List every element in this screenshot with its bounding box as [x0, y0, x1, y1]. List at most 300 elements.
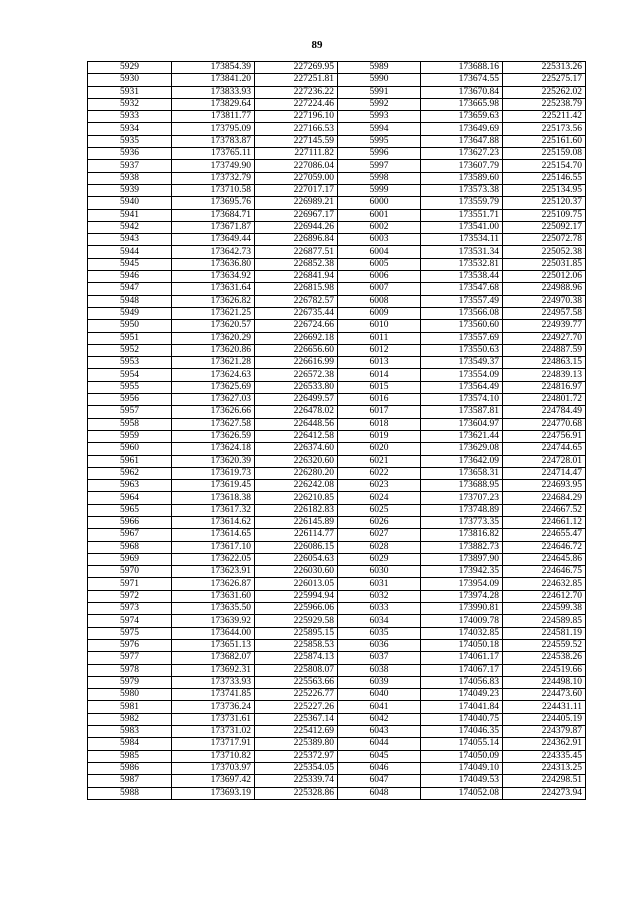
point-number-cell: 6038 [338, 664, 421, 676]
x-coordinate-cell: 173749.90 [172, 160, 255, 172]
table-row [88, 455, 586, 467]
x-coordinate-cell: 173682.07 [172, 652, 255, 664]
x-coordinate-cell: 173547.68 [421, 283, 503, 295]
table-row [88, 516, 586, 528]
y-coordinate-cell: 226852.38 [255, 258, 338, 270]
point-number-cell: 5941 [88, 209, 172, 221]
point-number-cell: 5994 [338, 123, 421, 135]
point-number-cell: 5990 [338, 74, 421, 86]
y-coordinate-cell: 225211.42 [503, 111, 586, 123]
x-coordinate-cell: 173841.20 [172, 74, 255, 86]
y-coordinate-cell: 224839.13 [503, 369, 586, 381]
y-coordinate-cell: 225994.94 [255, 590, 338, 602]
y-coordinate-cell: 224559.52 [503, 639, 586, 651]
point-number-cell: 6042 [338, 713, 421, 725]
y-coordinate-cell: 226735.44 [255, 307, 338, 319]
y-coordinate-cell: 226989.21 [255, 197, 338, 209]
y-coordinate-cell: 226013.05 [255, 578, 338, 590]
table-row [88, 443, 586, 455]
table-row [88, 762, 586, 774]
x-coordinate-cell: 173554.09 [421, 369, 503, 381]
point-number-cell: 5985 [88, 750, 172, 762]
x-coordinate-cell: 173614.65 [172, 529, 255, 541]
table-row [88, 357, 586, 369]
x-coordinate-cell: 173636.80 [172, 258, 255, 270]
table-row [88, 713, 586, 725]
x-coordinate-cell: 173623.91 [172, 566, 255, 578]
x-coordinate-cell: 173710.58 [172, 184, 255, 196]
point-number-cell: 5955 [88, 381, 172, 393]
x-coordinate-cell: 173854.39 [172, 62, 255, 74]
point-number-cell: 5991 [338, 86, 421, 98]
y-coordinate-cell: 226572.38 [255, 369, 338, 381]
point-number-cell: 6002 [338, 221, 421, 233]
y-coordinate-cell: 226086.15 [255, 541, 338, 553]
point-number-cell: 6029 [338, 553, 421, 565]
point-number-cell: 5981 [88, 701, 172, 713]
table-row [88, 726, 586, 738]
x-coordinate-cell: 173954.09 [421, 578, 503, 590]
y-coordinate-cell: 224988.96 [503, 283, 586, 295]
point-number-cell: 6040 [338, 689, 421, 701]
x-coordinate-cell: 173627.03 [172, 394, 255, 406]
y-coordinate-cell: 226374.60 [255, 443, 338, 455]
table-row [88, 418, 586, 430]
x-coordinate-cell: 173897.90 [421, 553, 503, 565]
point-number-cell: 5929 [88, 62, 172, 74]
point-number-cell: 5945 [88, 258, 172, 270]
point-number-cell: 5940 [88, 197, 172, 209]
point-number-cell: 6045 [338, 750, 421, 762]
table-row [88, 135, 586, 147]
y-coordinate-cell: 225328.86 [255, 787, 338, 799]
table-row [88, 566, 586, 578]
point-number-cell: 5947 [88, 283, 172, 295]
point-number-cell: 6001 [338, 209, 421, 221]
point-number-cell: 5954 [88, 369, 172, 381]
table-row [88, 467, 586, 479]
point-number-cell: 5989 [338, 62, 421, 74]
table-row [88, 652, 586, 664]
point-number-cell: 5950 [88, 320, 172, 332]
y-coordinate-cell: 225367.14 [255, 713, 338, 725]
x-coordinate-cell: 173573.38 [421, 184, 503, 196]
point-number-cell: 6046 [338, 762, 421, 774]
y-coordinate-cell: 225389.80 [255, 738, 338, 750]
y-coordinate-cell: 224784.49 [503, 406, 586, 418]
x-coordinate-cell: 173882.73 [421, 541, 503, 553]
table-row [88, 492, 586, 504]
point-number-cell: 6018 [338, 418, 421, 430]
y-coordinate-cell: 225159.08 [503, 148, 586, 160]
x-coordinate-cell: 173619.73 [172, 467, 255, 479]
y-coordinate-cell: 225092.17 [503, 221, 586, 233]
y-coordinate-cell: 227166.53 [255, 123, 338, 135]
y-coordinate-cell: 226054.63 [255, 553, 338, 565]
y-coordinate-cell: 224801.72 [503, 394, 586, 406]
y-coordinate-cell: 226320.60 [255, 455, 338, 467]
point-number-cell: 6037 [338, 652, 421, 664]
point-number-cell: 6020 [338, 443, 421, 455]
y-coordinate-cell: 224728.01 [503, 455, 586, 467]
point-number-cell: 6012 [338, 344, 421, 356]
x-coordinate-cell: 173622.05 [172, 553, 255, 565]
point-number-cell: 5971 [88, 578, 172, 590]
table-row [88, 775, 586, 787]
y-coordinate-cell: 224581.19 [503, 627, 586, 639]
x-coordinate-cell: 173531.34 [421, 246, 503, 258]
point-number-cell: 5978 [88, 664, 172, 676]
point-number-cell: 5987 [88, 775, 172, 787]
point-number-cell: 5949 [88, 307, 172, 319]
point-number-cell: 6028 [338, 541, 421, 553]
y-coordinate-cell: 226724.66 [255, 320, 338, 332]
y-coordinate-cell: 225238.79 [503, 98, 586, 110]
point-number-cell: 6016 [338, 394, 421, 406]
x-coordinate-cell: 173670.84 [421, 86, 503, 98]
point-number-cell: 5998 [338, 172, 421, 184]
table-row [88, 209, 586, 221]
point-number-cell: 5988 [88, 787, 172, 799]
table-row [88, 676, 586, 688]
x-coordinate-cell: 174049.53 [421, 775, 503, 787]
table-row [88, 332, 586, 344]
point-number-cell: 5997 [338, 160, 421, 172]
y-coordinate-cell: 224538.26 [503, 652, 586, 664]
point-number-cell: 6004 [338, 246, 421, 258]
y-coordinate-cell: 226242.08 [255, 480, 338, 492]
table-row [88, 750, 586, 762]
x-coordinate-cell: 173620.39 [172, 455, 255, 467]
y-coordinate-cell: 227111.82 [255, 148, 338, 160]
point-number-cell: 5961 [88, 455, 172, 467]
y-coordinate-cell: 227196.10 [255, 111, 338, 123]
y-coordinate-cell: 226896.84 [255, 234, 338, 246]
x-coordinate-cell: 174032.85 [421, 627, 503, 639]
point-number-cell: 5993 [338, 111, 421, 123]
table-row [88, 406, 586, 418]
point-number-cell: 6000 [338, 197, 421, 209]
y-coordinate-cell: 224887.59 [503, 344, 586, 356]
point-number-cell: 6032 [338, 590, 421, 602]
y-coordinate-cell: 226782.57 [255, 295, 338, 307]
point-number-cell: 5968 [88, 541, 172, 553]
y-coordinate-cell: 225874.13 [255, 652, 338, 664]
x-coordinate-cell: 173733.93 [172, 676, 255, 688]
x-coordinate-cell: 173783.87 [172, 135, 255, 147]
x-coordinate-cell: 173627.58 [172, 418, 255, 430]
x-coordinate-cell: 174067.17 [421, 664, 503, 676]
y-coordinate-cell: 225154.70 [503, 160, 586, 172]
table-row [88, 283, 586, 295]
x-coordinate-cell: 174049.23 [421, 689, 503, 701]
x-coordinate-cell: 173557.49 [421, 295, 503, 307]
x-coordinate-cell: 173614.62 [172, 516, 255, 528]
point-number-cell: 5937 [88, 160, 172, 172]
point-number-cell: 6022 [338, 467, 421, 479]
x-coordinate-cell: 173589.60 [421, 172, 503, 184]
point-number-cell: 5960 [88, 443, 172, 455]
point-number-cell: 5942 [88, 221, 172, 233]
y-coordinate-cell: 227269.95 [255, 62, 338, 74]
y-coordinate-cell: 225372.97 [255, 750, 338, 762]
table-row [88, 172, 586, 184]
x-coordinate-cell: 173659.63 [421, 111, 503, 123]
x-coordinate-cell: 173557.69 [421, 332, 503, 344]
x-coordinate-cell: 173674.55 [421, 74, 503, 86]
x-coordinate-cell: 173626.66 [172, 406, 255, 418]
y-coordinate-cell: 226815.98 [255, 283, 338, 295]
point-number-cell: 5932 [88, 98, 172, 110]
point-number-cell: 5931 [88, 86, 172, 98]
y-coordinate-cell: 226210.85 [255, 492, 338, 504]
y-coordinate-cell: 225966.06 [255, 603, 338, 615]
x-coordinate-cell: 173688.16 [421, 62, 503, 74]
coordinates-table-body [88, 62, 586, 800]
y-coordinate-cell: 227059.00 [255, 172, 338, 184]
point-number-cell: 6027 [338, 529, 421, 541]
table-row [88, 504, 586, 516]
table-row [88, 86, 586, 98]
x-coordinate-cell: 174049.10 [421, 762, 503, 774]
table-row [88, 258, 586, 270]
point-number-cell: 5995 [338, 135, 421, 147]
y-coordinate-cell: 226448.56 [255, 418, 338, 430]
x-coordinate-cell: 173647.88 [421, 135, 503, 147]
y-coordinate-cell: 225808.07 [255, 664, 338, 676]
y-coordinate-cell: 224646.75 [503, 566, 586, 578]
x-coordinate-cell: 173566.08 [421, 307, 503, 319]
x-coordinate-cell: 173549.37 [421, 357, 503, 369]
x-coordinate-cell: 173618.38 [172, 492, 255, 504]
x-coordinate-cell: 173617.32 [172, 504, 255, 516]
point-number-cell: 6007 [338, 283, 421, 295]
y-coordinate-cell: 224335.45 [503, 750, 586, 762]
x-coordinate-cell: 173551.71 [421, 209, 503, 221]
y-coordinate-cell: 225161.60 [503, 135, 586, 147]
y-coordinate-cell: 226182.83 [255, 504, 338, 516]
y-coordinate-cell: 225072.78 [503, 234, 586, 246]
y-coordinate-cell: 224298.51 [503, 775, 586, 787]
point-number-cell: 6011 [338, 332, 421, 344]
point-number-cell: 5964 [88, 492, 172, 504]
x-coordinate-cell: 173620.86 [172, 344, 255, 356]
y-coordinate-cell: 225275.17 [503, 74, 586, 86]
point-number-cell: 5986 [88, 762, 172, 774]
x-coordinate-cell: 173634.92 [172, 271, 255, 283]
table-row [88, 381, 586, 393]
y-coordinate-cell: 226114.77 [255, 529, 338, 541]
x-coordinate-cell: 173732.79 [172, 172, 255, 184]
y-coordinate-cell: 224714.47 [503, 467, 586, 479]
y-coordinate-cell: 225858.53 [255, 639, 338, 651]
point-number-cell: 5965 [88, 504, 172, 516]
y-coordinate-cell: 226478.02 [255, 406, 338, 418]
table-row [88, 320, 586, 332]
y-coordinate-cell: 224744.65 [503, 443, 586, 455]
x-coordinate-cell: 173626.82 [172, 295, 255, 307]
point-number-cell: 6036 [338, 639, 421, 651]
point-number-cell: 6006 [338, 271, 421, 283]
x-coordinate-cell: 173736.24 [172, 701, 255, 713]
x-coordinate-cell: 173773.35 [421, 516, 503, 528]
x-coordinate-cell: 173627.23 [421, 148, 503, 160]
x-coordinate-cell: 173697.42 [172, 775, 255, 787]
point-number-cell: 6035 [338, 627, 421, 639]
y-coordinate-cell: 224646.72 [503, 541, 586, 553]
y-coordinate-cell: 225134.95 [503, 184, 586, 196]
table-row [88, 74, 586, 86]
point-number-cell: 5953 [88, 357, 172, 369]
table-row [88, 344, 586, 356]
x-coordinate-cell: 173748.89 [421, 504, 503, 516]
table-row [88, 541, 586, 553]
x-coordinate-cell: 173731.02 [172, 726, 255, 738]
table-row [88, 787, 586, 799]
y-coordinate-cell: 224362.91 [503, 738, 586, 750]
table-row [88, 123, 586, 135]
table-row [88, 98, 586, 110]
table-row [88, 480, 586, 492]
point-number-cell: 5944 [88, 246, 172, 258]
x-coordinate-cell: 173684.71 [172, 209, 255, 221]
x-coordinate-cell: 173631.64 [172, 283, 255, 295]
y-coordinate-cell: 224405.19 [503, 713, 586, 725]
y-coordinate-cell: 224599.38 [503, 603, 586, 615]
x-coordinate-cell: 173642.09 [421, 455, 503, 467]
table-row [88, 701, 586, 713]
y-coordinate-cell: 225354.05 [255, 762, 338, 774]
x-coordinate-cell: 173644.00 [172, 627, 255, 639]
x-coordinate-cell: 173559.79 [421, 197, 503, 209]
y-coordinate-cell: 227086.04 [255, 160, 338, 172]
point-number-cell: 5975 [88, 627, 172, 639]
table-row [88, 627, 586, 639]
x-coordinate-cell: 173532.81 [421, 258, 503, 270]
y-coordinate-cell: 226656.60 [255, 344, 338, 356]
y-coordinate-cell: 224612.70 [503, 590, 586, 602]
y-coordinate-cell: 226967.17 [255, 209, 338, 221]
x-coordinate-cell: 173688.95 [421, 480, 503, 492]
point-number-cell: 6003 [338, 234, 421, 246]
x-coordinate-cell: 173621.25 [172, 307, 255, 319]
x-coordinate-cell: 173695.76 [172, 197, 255, 209]
x-coordinate-cell: 173990.81 [421, 603, 503, 615]
x-coordinate-cell: 173693.19 [172, 787, 255, 799]
x-coordinate-cell: 173671.87 [172, 221, 255, 233]
point-number-cell: 5943 [88, 234, 172, 246]
x-coordinate-cell: 173538.44 [421, 271, 503, 283]
x-coordinate-cell: 173635.50 [172, 603, 255, 615]
x-coordinate-cell: 173626.59 [172, 430, 255, 442]
y-coordinate-cell: 225262.02 [503, 86, 586, 98]
point-number-cell: 5936 [88, 148, 172, 160]
y-coordinate-cell: 224939.77 [503, 320, 586, 332]
table-row [88, 553, 586, 565]
point-number-cell: 6009 [338, 307, 421, 319]
y-coordinate-cell: 224816.97 [503, 381, 586, 393]
y-coordinate-cell: 225173.56 [503, 123, 586, 135]
y-coordinate-cell: 224645.86 [503, 553, 586, 565]
table-row [88, 246, 586, 258]
point-number-cell: 6013 [338, 357, 421, 369]
y-coordinate-cell: 226499.57 [255, 394, 338, 406]
page-number: 89 [311, 39, 323, 51]
point-number-cell: 5939 [88, 184, 172, 196]
x-coordinate-cell: 173974.28 [421, 590, 503, 602]
point-number-cell: 6014 [338, 369, 421, 381]
x-coordinate-cell: 173942.35 [421, 566, 503, 578]
x-coordinate-cell: 173624.18 [172, 443, 255, 455]
x-coordinate-cell: 174041.84 [421, 701, 503, 713]
x-coordinate-cell: 173651.13 [172, 639, 255, 651]
y-coordinate-cell: 224313.25 [503, 762, 586, 774]
point-number-cell: 6015 [338, 381, 421, 393]
y-coordinate-cell: 226412.58 [255, 430, 338, 442]
x-coordinate-cell: 173550.63 [421, 344, 503, 356]
x-coordinate-cell: 173741.85 [172, 689, 255, 701]
point-number-cell: 5958 [88, 418, 172, 430]
x-coordinate-cell: 173703.97 [172, 762, 255, 774]
table-row [88, 221, 586, 233]
point-number-cell: 5948 [88, 295, 172, 307]
y-coordinate-cell: 225313.26 [503, 62, 586, 74]
y-coordinate-cell: 224431.11 [503, 701, 586, 713]
point-number-cell: 5969 [88, 553, 172, 565]
y-coordinate-cell: 226944.26 [255, 221, 338, 233]
table-row [88, 148, 586, 160]
x-coordinate-cell: 173619.45 [172, 480, 255, 492]
y-coordinate-cell: 224661.12 [503, 516, 586, 528]
point-number-cell: 6031 [338, 578, 421, 590]
y-coordinate-cell: 224756.91 [503, 430, 586, 442]
y-coordinate-cell: 225412.69 [255, 726, 338, 738]
point-number-cell: 6041 [338, 701, 421, 713]
table-row [88, 664, 586, 676]
y-coordinate-cell: 225339.74 [255, 775, 338, 787]
point-number-cell: 5999 [338, 184, 421, 196]
point-number-cell: 6034 [338, 615, 421, 627]
point-number-cell: 6033 [338, 603, 421, 615]
y-coordinate-cell: 227017.17 [255, 184, 338, 196]
point-number-cell: 5976 [88, 639, 172, 651]
point-number-cell: 5967 [88, 529, 172, 541]
x-coordinate-cell: 173587.81 [421, 406, 503, 418]
point-number-cell: 5980 [88, 689, 172, 701]
point-number-cell: 5946 [88, 271, 172, 283]
y-coordinate-cell: 227251.81 [255, 74, 338, 86]
point-number-cell: 5963 [88, 480, 172, 492]
point-number-cell: 5959 [88, 430, 172, 442]
table-row [88, 197, 586, 209]
point-number-cell: 6048 [338, 787, 421, 799]
table-row [88, 738, 586, 750]
point-number-cell: 5984 [88, 738, 172, 750]
y-coordinate-cell: 224970.38 [503, 295, 586, 307]
point-number-cell: 6024 [338, 492, 421, 504]
x-coordinate-cell: 173811.77 [172, 111, 255, 123]
y-coordinate-cell: 224863.15 [503, 357, 586, 369]
point-number-cell: 5956 [88, 394, 172, 406]
x-coordinate-cell: 174055.14 [421, 738, 503, 750]
y-coordinate-cell: 225109.75 [503, 209, 586, 221]
x-coordinate-cell: 174052.08 [421, 787, 503, 799]
y-coordinate-cell: 224655.47 [503, 529, 586, 541]
x-coordinate-cell: 173731.61 [172, 713, 255, 725]
x-coordinate-cell: 173629.08 [421, 443, 503, 455]
point-number-cell: 5974 [88, 615, 172, 627]
x-coordinate-cell: 173626.87 [172, 578, 255, 590]
